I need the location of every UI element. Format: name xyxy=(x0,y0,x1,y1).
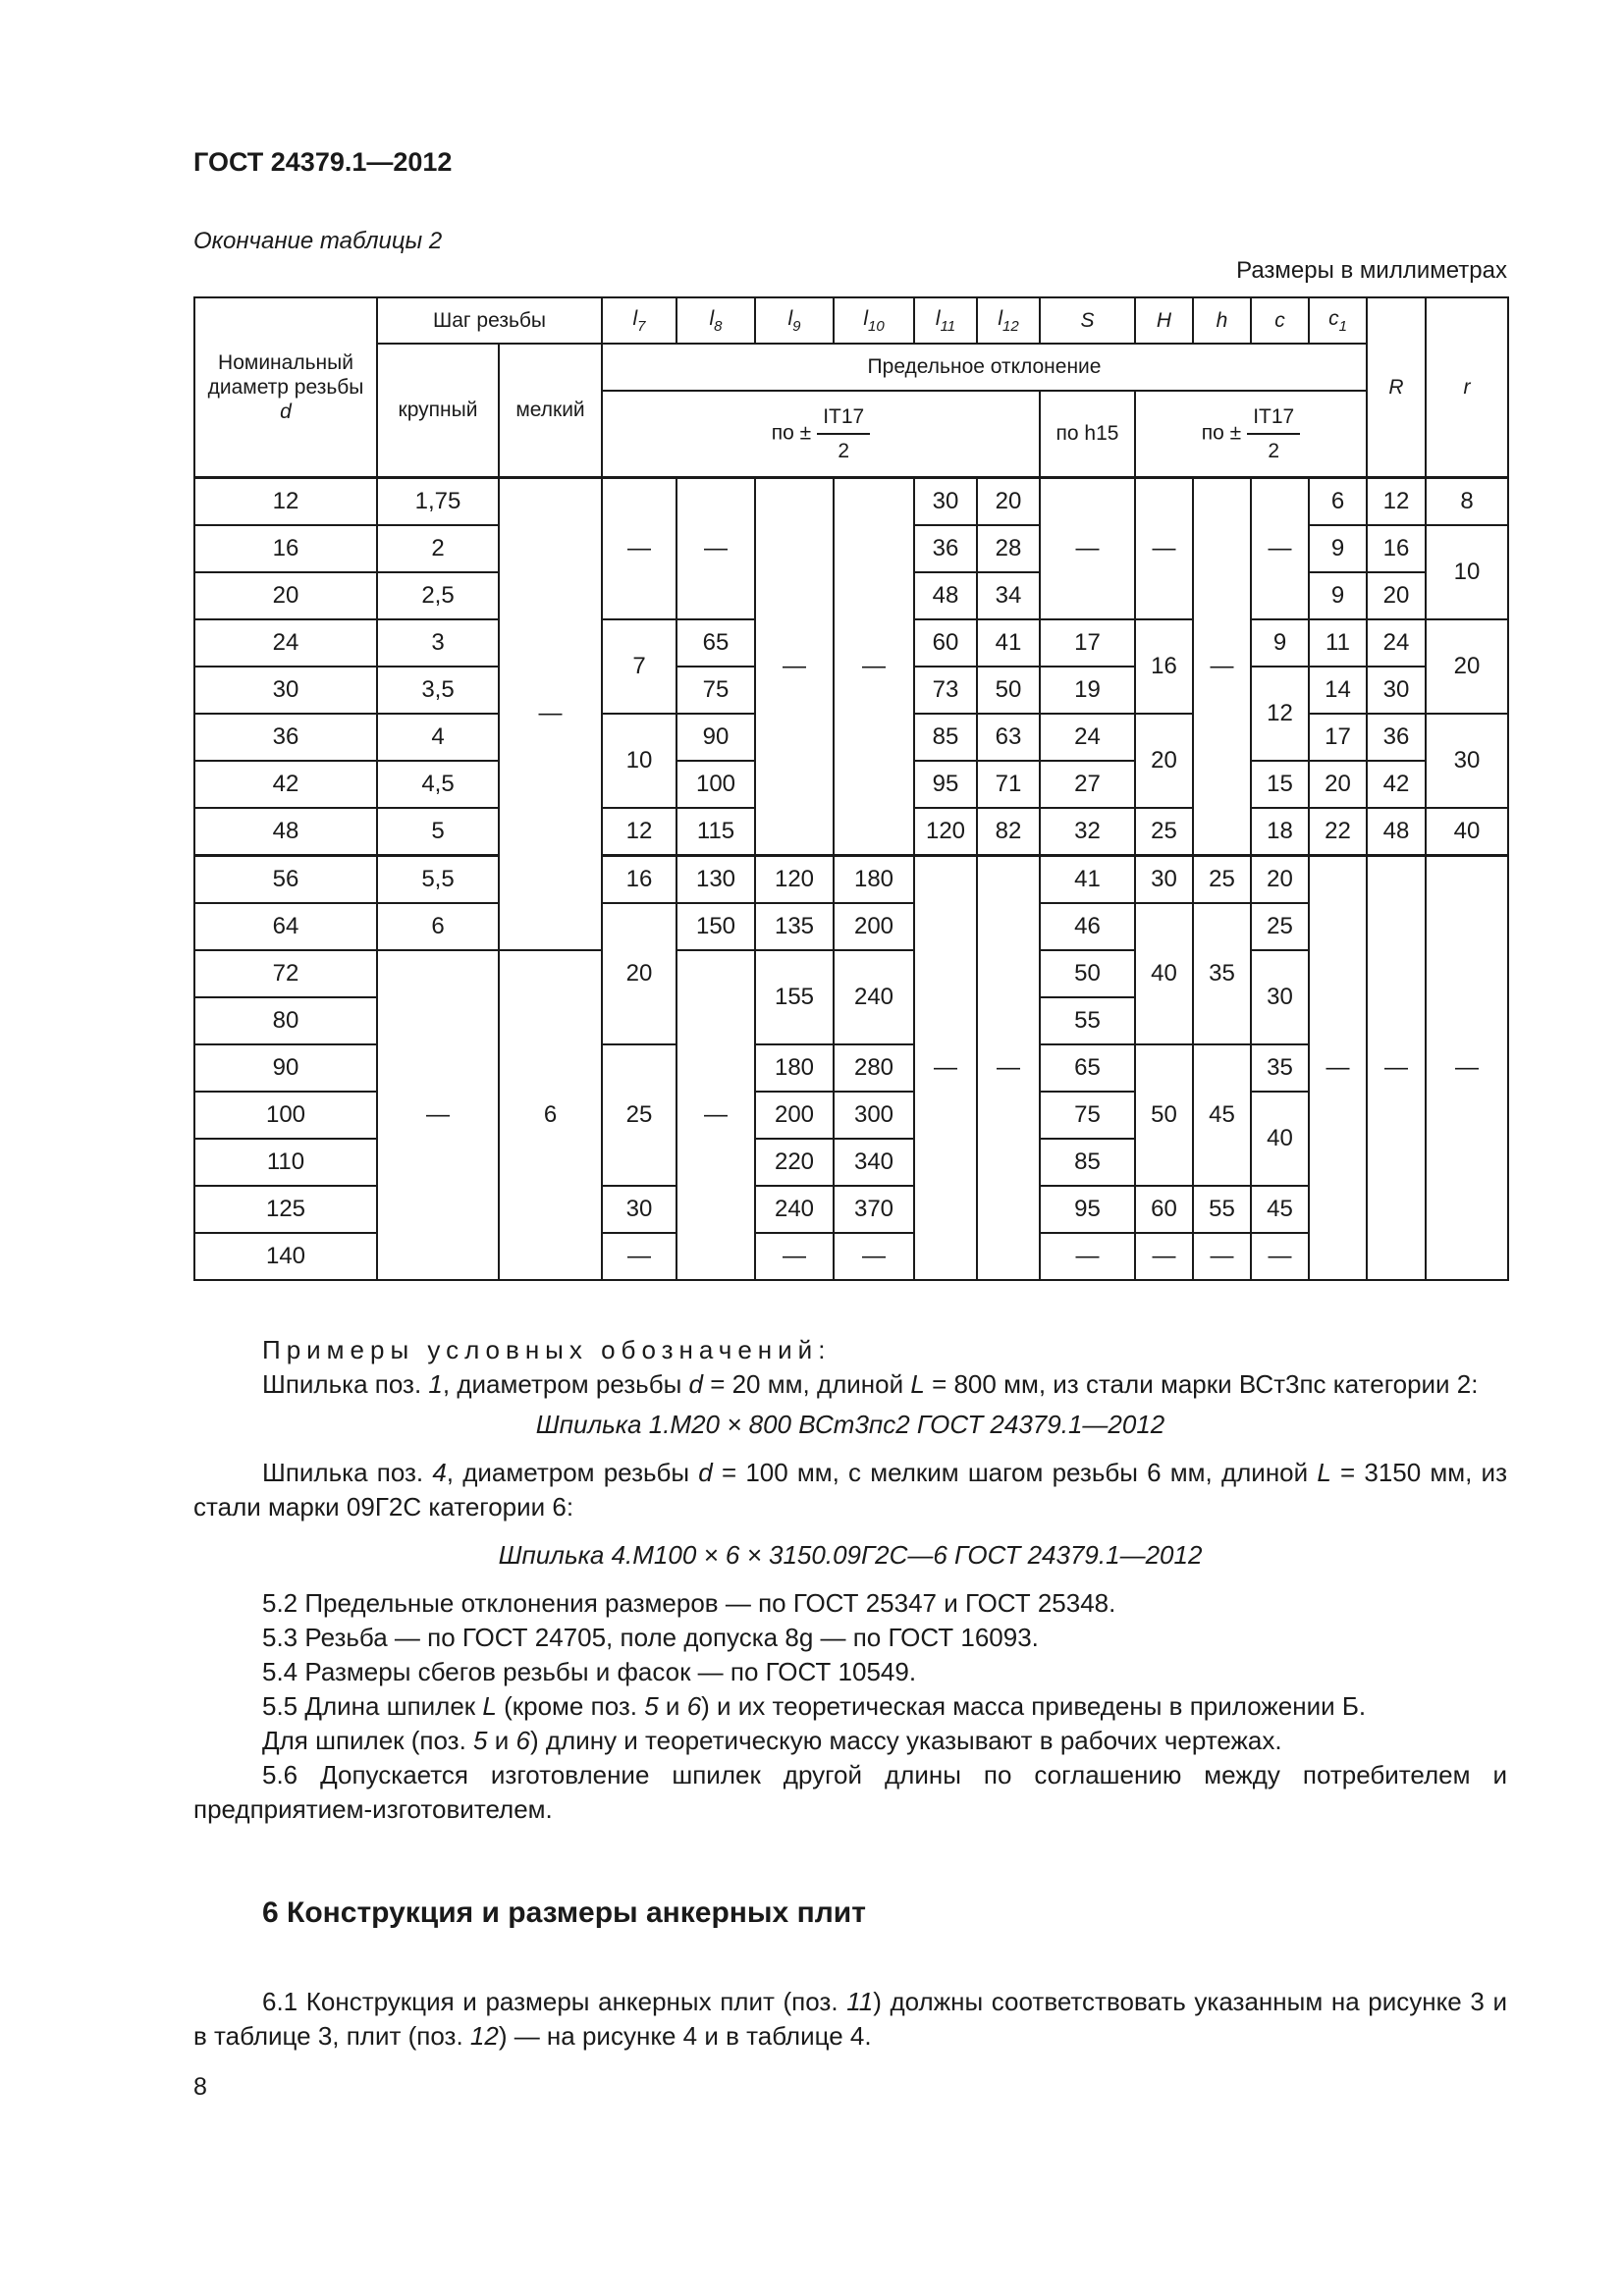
table-cell: 6 xyxy=(499,950,602,1280)
table-cell: 45 xyxy=(1193,1044,1251,1186)
examples-heading: Примеры условных обозначений: xyxy=(262,1335,832,1364)
table-cell: — xyxy=(755,478,834,856)
header-tolerance: Предельное отклонение xyxy=(602,344,1367,391)
table-cell: 115 xyxy=(676,808,755,856)
table-cell: — xyxy=(1426,856,1508,1281)
table-cell: 16 xyxy=(602,856,676,904)
table-cell: — xyxy=(1040,478,1135,620)
table-cell: 280 xyxy=(834,1044,914,1092)
table-cell: — xyxy=(1251,478,1309,620)
table-cell: 40 xyxy=(1135,903,1193,1044)
table-cell: — xyxy=(1309,856,1367,1281)
table-cell: 150 xyxy=(676,903,755,950)
header-c: c xyxy=(1251,297,1309,344)
table-cell: 340 xyxy=(834,1139,914,1186)
table-cell: — xyxy=(834,478,914,856)
table-cell: 6 xyxy=(377,903,499,950)
table-cell: 30 xyxy=(914,478,977,526)
table-cell: 36 xyxy=(1367,714,1426,761)
table-cell: 100 xyxy=(676,761,755,808)
section-6-heading: 6 Конструкция и размеры анкерных плит xyxy=(262,1896,866,1929)
table-cell: 30 xyxy=(1251,950,1309,1044)
dimensions-table xyxy=(193,296,1509,1281)
table-cell: — xyxy=(1040,1233,1135,1280)
table-cell: 2 xyxy=(377,525,499,572)
table-cell: 50 xyxy=(1040,950,1135,997)
table-header-row xyxy=(194,297,1508,344)
table-cell: 130 xyxy=(676,856,755,904)
table-cell: 16 xyxy=(1135,619,1193,714)
table-cell: — xyxy=(602,478,676,620)
table-cell: 85 xyxy=(1040,1139,1135,1186)
header-tol-h15: по h15 xyxy=(1040,391,1135,478)
header-H: H xyxy=(1135,297,1193,344)
document-header: ГОСТ 24379.1—2012 xyxy=(193,147,453,177)
table-cell: — xyxy=(1251,1233,1309,1280)
table-cell: 45 xyxy=(1251,1186,1309,1233)
table-cell: 24 xyxy=(1040,714,1135,761)
paragraph-6-1-block xyxy=(193,1985,1507,2054)
table-cell: 80 xyxy=(194,997,377,1044)
table-cell: 240 xyxy=(834,950,914,1044)
table-row xyxy=(194,856,1508,904)
table-cell: 60 xyxy=(914,619,977,667)
table-cell: 24 xyxy=(194,619,377,667)
table-cell: 140 xyxy=(194,1233,377,1280)
table-cell: 25 xyxy=(1135,808,1193,856)
table-cell: 155 xyxy=(755,950,834,1044)
table-cell: 35 xyxy=(1251,1044,1309,1092)
table-cell: 56 xyxy=(194,856,377,904)
table-cell: 18 xyxy=(1251,808,1309,856)
table-cell: 55 xyxy=(1193,1186,1251,1233)
table-cell: 24 xyxy=(1367,619,1426,667)
table-cell: 20 xyxy=(1367,572,1426,619)
table-cell: 46 xyxy=(1040,903,1135,950)
table-cell: 20 xyxy=(602,903,676,1044)
table-cell: 36 xyxy=(194,714,377,761)
table-cell: 9 xyxy=(1309,525,1367,572)
page-number: 8 xyxy=(193,2073,207,2101)
header-r: r xyxy=(1426,297,1508,478)
table-cell: 15 xyxy=(1251,761,1309,808)
table-cell: 82 xyxy=(977,808,1040,856)
table-cell: — xyxy=(1367,856,1426,1281)
table-cell: — xyxy=(755,1233,834,1280)
table-cell: 32 xyxy=(1040,808,1135,856)
table-cell: 64 xyxy=(194,903,377,950)
table-cell: 120 xyxy=(914,808,977,856)
table-cell: 10 xyxy=(602,714,676,808)
table-cell: 11 xyxy=(1309,619,1367,667)
table-cell: 120 xyxy=(755,856,834,904)
table-cell: 20 xyxy=(1426,619,1508,714)
table-cell: 10 xyxy=(1426,525,1508,619)
table-cell: 41 xyxy=(977,619,1040,667)
table-cell: — xyxy=(1135,478,1193,620)
table-cell: 65 xyxy=(676,619,755,667)
table-cell: 65 xyxy=(1040,1044,1135,1092)
table-cell: 30 xyxy=(194,667,377,714)
table-cell: — xyxy=(602,1233,676,1280)
table-cell: 180 xyxy=(834,856,914,904)
table-cell: 300 xyxy=(834,1092,914,1139)
table-cell: 73 xyxy=(914,667,977,714)
table-cell: 20 xyxy=(977,478,1040,526)
table-cell: 30 xyxy=(1367,667,1426,714)
table-cell: 5 xyxy=(377,808,499,856)
table-cell: 17 xyxy=(1309,714,1367,761)
table-cell: 8 xyxy=(1426,478,1508,526)
table-cell: 200 xyxy=(834,903,914,950)
table-cell: 55 xyxy=(1040,997,1135,1044)
table-cell: 60 xyxy=(1135,1186,1193,1233)
header-l8: $l_8$ xyxy=(676,297,755,344)
table-cell: 34 xyxy=(977,572,1040,619)
table-cell: 20 xyxy=(1135,714,1193,808)
table-cell: 6 xyxy=(1309,478,1367,526)
header-tol-it17-hc: по ± $\frac{IT17}{2}$ xyxy=(1135,391,1367,478)
header-l7: $l_7$ xyxy=(602,297,676,344)
table-cell: 2,5 xyxy=(377,572,499,619)
table-cell: — xyxy=(676,950,755,1280)
table-cell: 3,5 xyxy=(377,667,499,714)
table-cell: 40 xyxy=(1426,808,1508,856)
table-cell: 5,5 xyxy=(377,856,499,904)
table-header-row xyxy=(194,344,1508,391)
table-cell: 42 xyxy=(1367,761,1426,808)
table-cell: 20 xyxy=(1251,856,1309,904)
paragraph-5-4: 5.4 Размеры сбегов резьбы и фасок — по ГОСТ 10549. xyxy=(262,1657,917,1686)
table-cell: 17 xyxy=(1040,619,1135,667)
table-cell: 9 xyxy=(1251,619,1309,667)
table-cell: 110 xyxy=(194,1139,377,1186)
header-S: S xyxy=(1040,297,1135,344)
table-cell: 41 xyxy=(1040,856,1135,904)
table-caption: Окончание таблицы 2 xyxy=(193,228,443,254)
table-cell: 48 xyxy=(914,572,977,619)
table-cell: 42 xyxy=(194,761,377,808)
table-cell: 72 xyxy=(194,950,377,997)
table-units-note: Размеры в миллиметрах xyxy=(1236,257,1507,284)
table-cell: 180 xyxy=(755,1044,834,1092)
table-cell: — xyxy=(977,856,1040,1281)
table-cell: 240 xyxy=(755,1186,834,1233)
table-cell: 16 xyxy=(1367,525,1426,572)
header-coarse: крупный xyxy=(377,344,499,478)
header-nominal-diameter: Номинальный диаметр резьбы d xyxy=(194,297,377,478)
table-cell: 125 xyxy=(194,1186,377,1233)
table-cell: 71 xyxy=(977,761,1040,808)
header-h: h xyxy=(1193,297,1251,344)
table-cell: 220 xyxy=(755,1139,834,1186)
table-cell: 20 xyxy=(194,572,377,619)
table-row xyxy=(194,478,1508,526)
table-cell: 75 xyxy=(676,667,755,714)
table-cell: 14 xyxy=(1309,667,1367,714)
table-cell: 12 xyxy=(602,808,676,856)
table-cell: 12 xyxy=(1251,667,1309,761)
table-cell: 25 xyxy=(1193,856,1251,904)
example-2-text: Шпилька поз. 4, диаметром резьбы d = 100 мм, с мелким шагом резьбы 6 мм, длиной L = 3150 мм, из стали марки 09Г2С категории 6: xyxy=(193,1458,1507,1522)
table-cell: 100 xyxy=(194,1092,377,1139)
header-c1: $c_1$ xyxy=(1309,297,1367,344)
table-cell: 30 xyxy=(1135,856,1193,904)
table-cell: 30 xyxy=(602,1186,676,1233)
table-cell: 20 xyxy=(1309,761,1367,808)
table-cell: 9 xyxy=(1309,572,1367,619)
table-cell: — xyxy=(1193,1233,1251,1280)
table-cell: 63 xyxy=(977,714,1040,761)
table-cell: 370 xyxy=(834,1186,914,1233)
table-cell: 48 xyxy=(194,808,377,856)
table-cell: — xyxy=(1135,1233,1193,1280)
table-cell: 30 xyxy=(1426,714,1508,808)
table-cell: 135 xyxy=(755,903,834,950)
header-l12: $l_{12}$ xyxy=(977,297,1040,344)
header-fine: мелкий xyxy=(499,344,602,478)
table-cell: — xyxy=(834,1233,914,1280)
table-cell: 95 xyxy=(1040,1186,1135,1233)
table-cell: 95 xyxy=(914,761,977,808)
table-cell: 36 xyxy=(914,525,977,572)
paragraph-5-3: 5.3 Резьба — по ГОСТ 24705, поле допуска 8g — по ГОСТ 16093. xyxy=(262,1623,1039,1652)
table-cell: 75 xyxy=(1040,1092,1135,1139)
example-1-designation: Шпилька 1.М20 × 800 ВСт3пс2 ГОСТ 24379.1—2012 xyxy=(535,1410,1165,1439)
table-cell: 48 xyxy=(1367,808,1426,856)
table-cell: 7 xyxy=(602,619,676,714)
paragraph-5-2: 5.2 Предельные отклонения размеров — по ГОСТ 25347 и ГОСТ 25348. xyxy=(262,1588,1116,1618)
paragraph-5-5: 5.5 Длина шпилек L (кроме поз. 5 и 6) и их теоретическая масса приведены в приложении Б. xyxy=(262,1691,1367,1721)
table-cell: 19 xyxy=(1040,667,1135,714)
table-cell: 4,5 xyxy=(377,761,499,808)
table-cell: 3 xyxy=(377,619,499,667)
header-l9: $l_9$ xyxy=(755,297,834,344)
table-cell: 40 xyxy=(1251,1092,1309,1186)
paragraph-6-1: 6.1 Конструкция и размеры анкерных плит (поз. 11) должны соответствовать указанным на рисунке 3 и в таблице 3, плит (поз. 12) — на рисунке 4 и в таблице 4. xyxy=(193,1987,1507,2051)
table-cell: 4 xyxy=(377,714,499,761)
table-cell: 25 xyxy=(602,1044,676,1186)
paragraph-5-6: 5.6 Допускается изготовление шпилек другой длины по соглашению между потребителем и предприятием-изготовителем. xyxy=(193,1760,1507,1824)
table-cell: 35 xyxy=(1193,903,1251,1044)
table-cell: — xyxy=(499,478,602,951)
header-l11: $l_{11}$ xyxy=(914,297,977,344)
header-tol-it17-l: по ± $\frac{IT17}{2}$ xyxy=(602,391,1040,478)
header-R: R xyxy=(1367,297,1426,478)
table-cell: 12 xyxy=(1367,478,1426,526)
table-cell: 27 xyxy=(1040,761,1135,808)
examples-block xyxy=(193,1333,1507,1827)
table-cell: 200 xyxy=(755,1092,834,1139)
table-cell: 50 xyxy=(1135,1044,1193,1186)
table-cell: 1,75 xyxy=(377,478,499,526)
table-cell: 16 xyxy=(194,525,377,572)
example-2-designation: Шпилька 4.М100 × 6 × 3150.09Г2С—6 ГОСТ 24379.1—2012 xyxy=(498,1540,1203,1570)
table-cell: 22 xyxy=(1309,808,1367,856)
header-thread-pitch: Шаг резьбы xyxy=(377,297,602,344)
table-cell: — xyxy=(377,950,499,1280)
table-cell: 25 xyxy=(1251,903,1309,950)
header-l10: $l_{10}$ xyxy=(834,297,914,344)
example-1-text: Шпилька поз. 1, диаметром резьбы d = 20 мм, длиной L = 800 мм, из стали марки ВСт3пс категории 2: xyxy=(262,1369,1479,1399)
table-cell: 90 xyxy=(194,1044,377,1092)
table-cell: — xyxy=(676,478,755,620)
table-cell: 90 xyxy=(676,714,755,761)
table-cell: 50 xyxy=(977,667,1040,714)
table-cell: 28 xyxy=(977,525,1040,572)
table-cell: — xyxy=(914,856,977,1281)
paragraph-5-5-note: Для шпилек (поз. 5 и 6) длину и теоретическую массу указывают в рабочих чертежах. xyxy=(262,1726,1282,1755)
table-cell: 85 xyxy=(914,714,977,761)
table-cell: — xyxy=(1193,478,1251,856)
table-cell: 12 xyxy=(194,478,377,526)
